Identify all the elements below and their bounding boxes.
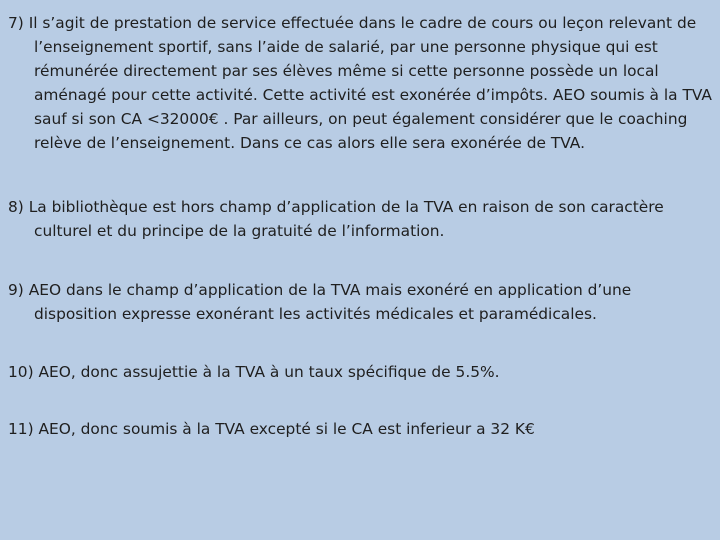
- paragraph-item-9: 9) AEO dans le champ d’application de la TVA mais exonéré en application d’une disposition expresse exonérant les activités médicales et paramédicales.: [8, 281, 632, 323]
- paragraph-item-11: 11) AEO, donc soumis à la TVA excepté si le CA est inferieur a 32 K€: [8, 420, 535, 438]
- paragraph-item-7: 7) Il s’agit de prestation de service effectuée dans le cadre de cours ou leçon relevant de l’enseignement sportif, sans l’aide de salarié, par une personne physique qui est rémunérée directement par ses élèves même si cette personne possède un local aménagé pour cette activité. Cette activité est exonérée d’impôts. AEO soumis à la TVA sauf si son CA <32000€ . Par ailleurs, on peut également considérer que le coaching relève de l’enseignement. Dans ce cas alors elle sera exonérée de TVA.: [8, 14, 712, 152]
- paragraph-item-10: 10) AEO, donc assujettie à la TVA à un taux spécifique de 5.5%.: [8, 363, 500, 381]
- paragraph-item-8: 8) La bibliothèque est hors champ d’application de la TVA en raison de son caractère culturel et du principe de la gratuité de l’information.: [8, 198, 664, 240]
